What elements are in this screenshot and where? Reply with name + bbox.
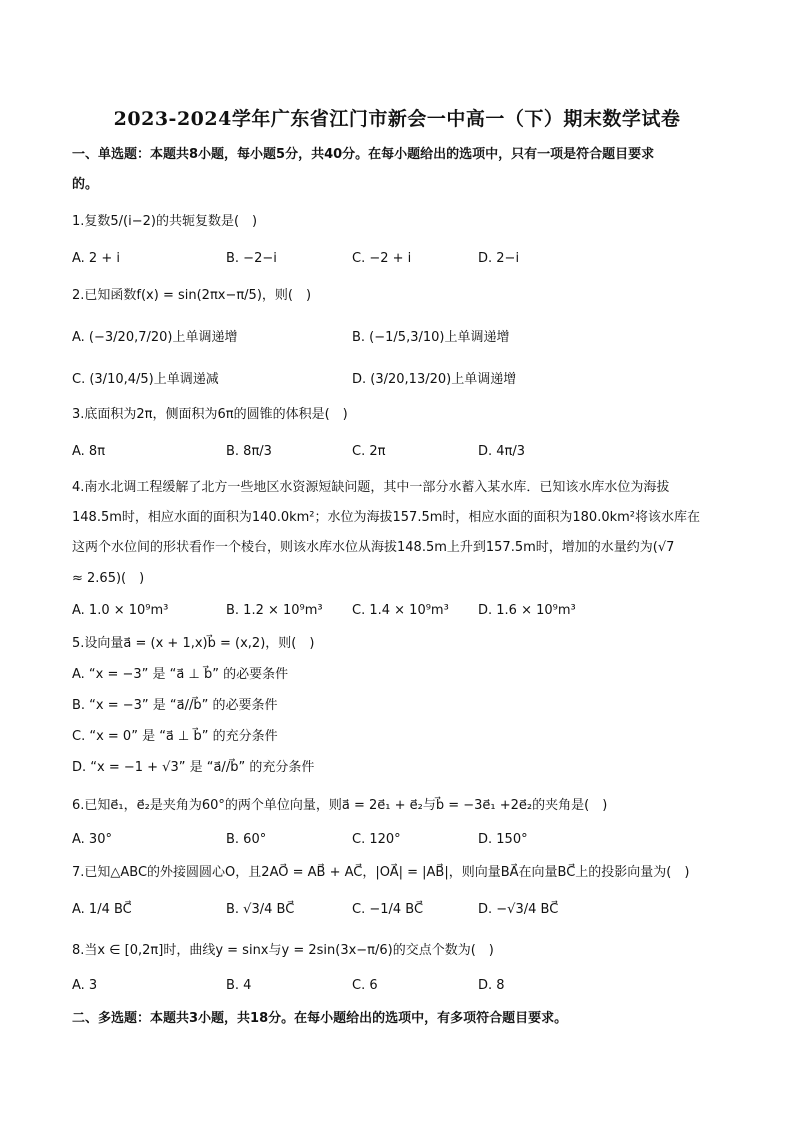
q5-option-d: D. “x = −1 + √3” 是 “a⃗//b⃗” 的充分条件: [72, 760, 315, 775]
question-3-stem: 3.底面积为2π，侧面积为6π的圆锥的体积是( ): [72, 407, 348, 422]
q7-option-b: B. √3/4 BC⃗: [226, 902, 295, 917]
q6-option-a: A. 30°: [72, 832, 112, 847]
section-2-header: 二、多选题：本题共3小题，共18分。在每小题给出的选项中，有多项符合题目要求。: [72, 1011, 568, 1026]
q2-option-c: C. (3/10,4/5)上单调递减: [72, 372, 219, 387]
section-1-header: 一、单选题：本题共8小题，每小题5分，共40分。在每小题给出的选项中，只有一项是符合题目要求: [72, 147, 655, 162]
q5-option-a: A. “x = −3” 是 “a⃗ ⊥ b⃗” 的必要条件: [72, 667, 289, 682]
q4-option-b: B. 1.2 × 10⁹m³: [226, 603, 323, 618]
q4-option-a: A. 1.0 × 10⁹m³: [72, 603, 169, 618]
q2-option-b: B. (−1/5,3/10)上单调递增: [352, 330, 510, 345]
q4-option-d: D. 1.6 × 10⁹m³: [478, 603, 576, 618]
question-4-stem-line-4: ≈ 2.65)( ): [72, 571, 145, 586]
q7-option-a: A. 1/4 BC⃗: [72, 902, 132, 917]
q7-option-d: D. −√3/4 BC⃗: [478, 902, 559, 917]
q4-option-c: C. 1.4 × 10⁹m³: [352, 603, 449, 618]
page-title: 2023-2024学年广东省江门市新会一中高一（下）期末数学试卷: [113, 108, 681, 130]
question-6-stem: 6.已知e⃗₁，e⃗₂是夹角为60°的两个单位向量，则a⃗ = 2e⃗₁ + e⃗₂与b⃗ = −3e⃗₁ +2e⃗₂的夹角是( ): [72, 798, 608, 813]
question-5-stem: 5.设向量a⃗ = (x + 1,x)b⃗ = (x,2)，则( ): [72, 636, 315, 651]
q3-option-b: B. 8π/3: [226, 444, 272, 459]
q3-option-c: C. 2π: [352, 444, 386, 459]
q8-option-b: B. 4: [226, 978, 252, 993]
q1-option-c: C. −2 + i: [352, 251, 412, 266]
q3-option-a: A. 8π: [72, 444, 106, 459]
q2-option-d: D. (3/20,13/20)上单调递增: [352, 372, 517, 387]
q8-option-a: A. 3: [72, 978, 98, 993]
q8-option-d: D. 8: [478, 978, 505, 993]
q1-option-d: D. 2−i: [478, 251, 520, 266]
q5-option-c: C. “x = 0” 是 “a⃗ ⊥ b⃗” 的充分条件: [72, 729, 278, 744]
q1-option-a: A. 2 + i: [72, 251, 120, 266]
question-4-stem-line-3: 这两个水位间的形状看作一个棱台，则该水库水位从海拔148.5m上升到157.5m时，增加的水量约为(√7: [72, 540, 675, 555]
q5-option-b: B. “x = −3” 是 “a⃗//b⃗” 的必要条件: [72, 698, 278, 713]
q1-option-b: B. −2−i: [226, 251, 277, 266]
q6-option-c: C. 120°: [352, 832, 401, 847]
q2-option-a: A. (−3/20,7/20)上单调递增: [72, 330, 238, 345]
q7-option-c: C. −1/4 BC⃗: [352, 902, 424, 917]
q8-option-c: C. 6: [352, 978, 378, 993]
question-4-stem-line-1: 4.南水北调工程缓解了北方一些地区水资源短缺问题，其中一部分水蓄入某水库．已知该水库水位为海拔: [72, 480, 670, 495]
section-1-header-cont: 的。: [72, 177, 99, 192]
q3-option-d: D. 4π/3: [478, 444, 526, 459]
question-7-stem: 7.已知△ABC的外接圆圆心O，且2AO⃗ = AB⃗ + AC⃗，|OA⃗| = |AB⃗|，则向量BA⃗在向量BC⃗上的投影向量为( ): [72, 865, 690, 880]
question-1-stem: 1.复数5/(i−2)的共轭复数是( ): [72, 214, 258, 229]
question-8-stem: 8.当x ∈ [0,2π]时，曲线y = sinx与y = 2sin(3x−π/6)的交点个数为( ): [72, 943, 494, 958]
q6-option-d: D. 150°: [478, 832, 528, 847]
question-4-stem-line-2: 148.5m时，相应水面的面积为140.0km²；水位为海拔157.5m时，相应水面的面积为180.0km²将该水库在: [72, 510, 700, 525]
q6-option-b: B. 60°: [226, 832, 267, 847]
question-2-stem: 2.已知函数f(x) = sin(2πx−π/5)，则( ): [72, 288, 312, 303]
